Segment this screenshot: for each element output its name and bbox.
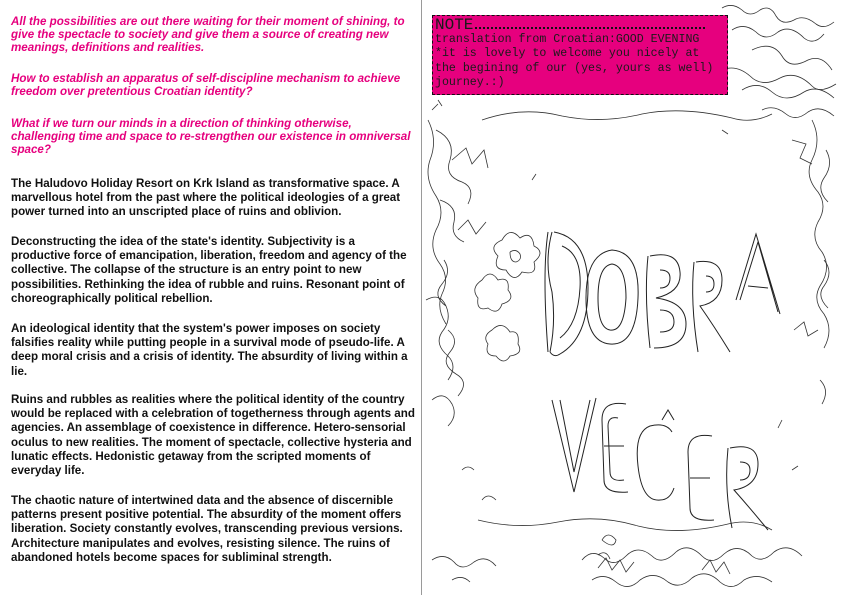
note-line: translation from Croatian:GOOD EVENING <box>435 33 700 46</box>
translation-note <box>432 15 728 95</box>
note-line: the begining of our (yes, yours as well) <box>435 61 714 75</box>
intro-question: How to establish an apparatus of self-discipline mechanism to achieve freedom over pretentious Croatian identity? <box>11 72 401 98</box>
note-title: NOTE <box>435 16 474 34</box>
note-title-row <box>435 17 725 33</box>
note-line: *it is lovely to welcome you nicely at <box>435 47 700 61</box>
body-paragraph: The chaotic nature of intertwined data and the absence of discernible patterns present positive potential. The absurdity of the moment offers liberation. Society constantly evolves, transcending previous versions. Architecture manipulates and evolves, resisting silence. The ruins of abandoned hotels become spaces for subliminal strength. <box>11 494 403 564</box>
note-dotted-rule <box>475 27 705 29</box>
note-line: journey.:) <box>435 76 505 90</box>
body-paragraph: The Haludovo Holiday Resort on Krk Island as transformative space. A marvellous hotel from the past where the political ideologies of a great power turned into an unscripted place of ruins and oblivion. <box>11 177 401 219</box>
body-paragraph: Ruins and rubbles as realities where the political identity of the country would be replaced with a celebration of togetherness through agents and agencies. An assemblage of coexistence in difference. Hetero-sensorial oculus to new realities. The moment of spectacle, collective hysteria and lunatic effects. Hedonistic getaway from the scripted moments of everyday life. <box>11 393 415 478</box>
text-column <box>0 0 420 595</box>
body-paragraph: Deconstructing the idea of the state's identity. Subjectivity is a productive force of emancipation, liberation, freedom and agency of the collective. The collapse of the structure is an entry point to new possibilities. Rethinking the idea of rubble and ruins. Resonant point of choreographically political rebellion. <box>11 235 407 305</box>
artwork-panel <box>422 0 842 595</box>
intro-question: What if we turn our minds in a direction of thinking otherwise, challenging time and space to re-strengthen our existence in omniversal space? <box>11 117 411 156</box>
body-paragraph: An ideological identity that the system's power imposes on society falsifies reality while putting people in a survival mode of pseudo-life. A deep moral crisis and a crisis of identity. The absurdity of living within a lie. <box>11 322 408 378</box>
intro-question: All the possibilities are out there waiting for their moment of shining, to give the spectacle to society and give them a source of creating new meanings, definitions and realities. <box>11 15 405 54</box>
